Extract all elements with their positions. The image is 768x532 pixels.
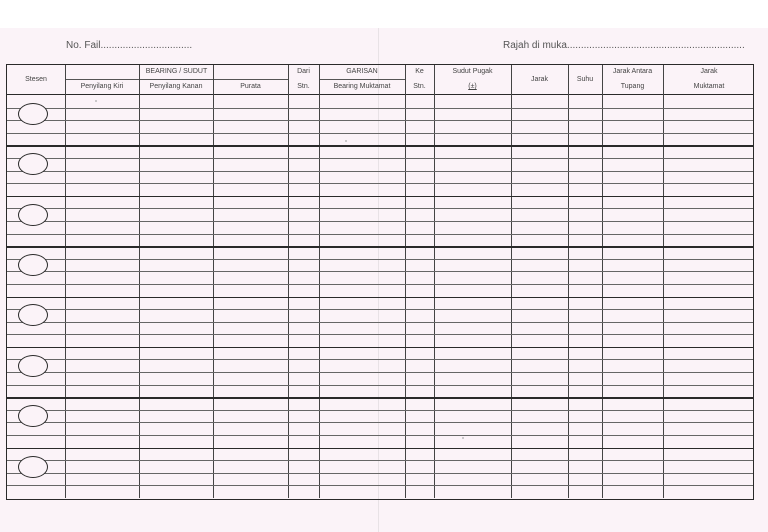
scan-speck (462, 437, 464, 439)
scan-speck (95, 100, 97, 102)
col-bearing-sudut: BEARING / SUDUT (145, 68, 208, 75)
column-divider (288, 65, 289, 498)
col-penyilang-kiri: Penyilang Kiri (80, 83, 124, 90)
col-sudut-pugak: Sudut Pugak (452, 68, 493, 75)
column-divider (405, 65, 406, 498)
row-line (7, 259, 753, 260)
row-line (7, 158, 753, 159)
row-line (7, 183, 753, 184)
survey-field-sheet (6, 64, 754, 500)
station-group-divider (7, 347, 753, 349)
row-line (7, 322, 753, 323)
station-circle (18, 254, 48, 276)
station-circle (18, 304, 48, 326)
station-group-divider (7, 246, 753, 248)
row-line (7, 133, 753, 134)
col-purata: Purata (240, 83, 261, 90)
station-group-divider (7, 448, 753, 450)
row-line (7, 221, 753, 222)
row-line (7, 485, 753, 486)
col-suhu: Suhu (576, 76, 594, 83)
row-line (7, 372, 753, 373)
col-jarak-antara: Jarak Antara (612, 68, 653, 75)
station-circle (18, 153, 48, 175)
column-divider (319, 65, 320, 498)
row-line (7, 435, 753, 436)
header-split-bearing (65, 79, 288, 80)
column-divider (511, 65, 512, 498)
station-circle (18, 204, 48, 226)
row-line (7, 334, 753, 335)
row-line (7, 460, 753, 461)
row-line (7, 422, 753, 423)
station-group-divider (7, 297, 753, 299)
station-circle (18, 355, 48, 377)
row-line (7, 171, 753, 172)
scan-speck (345, 140, 347, 142)
column-divider (602, 65, 603, 498)
row-line (7, 108, 753, 109)
column-divider (434, 65, 435, 498)
column-divider (213, 65, 214, 498)
col-tupang: Tupang (620, 83, 645, 90)
station-group-divider (7, 196, 753, 198)
col-dari: Dari (297, 68, 310, 75)
column-divider (139, 65, 140, 498)
file-number-label: No. Fail................................. (66, 40, 193, 51)
station-circle (18, 103, 48, 125)
row-line (7, 309, 753, 310)
col-ke-stn: Stn. (413, 83, 426, 90)
column-divider (65, 65, 66, 498)
row-line (7, 473, 753, 474)
column-divider (663, 65, 664, 498)
row-line (7, 284, 753, 285)
col-dari-stn: Stn. (297, 83, 310, 90)
col-jarak-muktamat: Jarak (700, 68, 718, 75)
top-margin (0, 0, 768, 28)
station-circle (18, 405, 48, 427)
col-garisan: GARISAN (346, 68, 378, 75)
station-group-divider (7, 397, 753, 399)
forward-figure-label: Rajah di muka................................................................ (503, 40, 745, 51)
row-line (7, 234, 753, 235)
station-circle (18, 456, 48, 478)
row-line (7, 410, 753, 411)
header-split-garisan (319, 79, 405, 80)
row-line (7, 385, 753, 386)
row-line (7, 359, 753, 360)
col-muktamat: Muktamat (693, 83, 725, 90)
col-bearing-muktamat: Bearing Muktamat (333, 83, 391, 90)
row-line (7, 271, 753, 272)
row-line (7, 120, 753, 121)
table-header (7, 65, 753, 95)
station-group-divider (7, 145, 753, 147)
col-penyilang-kanan: Penyilang Kanan (149, 83, 203, 90)
col-ke: Ke (415, 68, 424, 75)
col-jarak: Jarak (530, 76, 549, 83)
col-stesen: Stesen (25, 76, 47, 83)
row-line (7, 208, 753, 209)
column-divider (568, 65, 569, 498)
col-sudut-pugak-sign: (±) (468, 83, 477, 90)
